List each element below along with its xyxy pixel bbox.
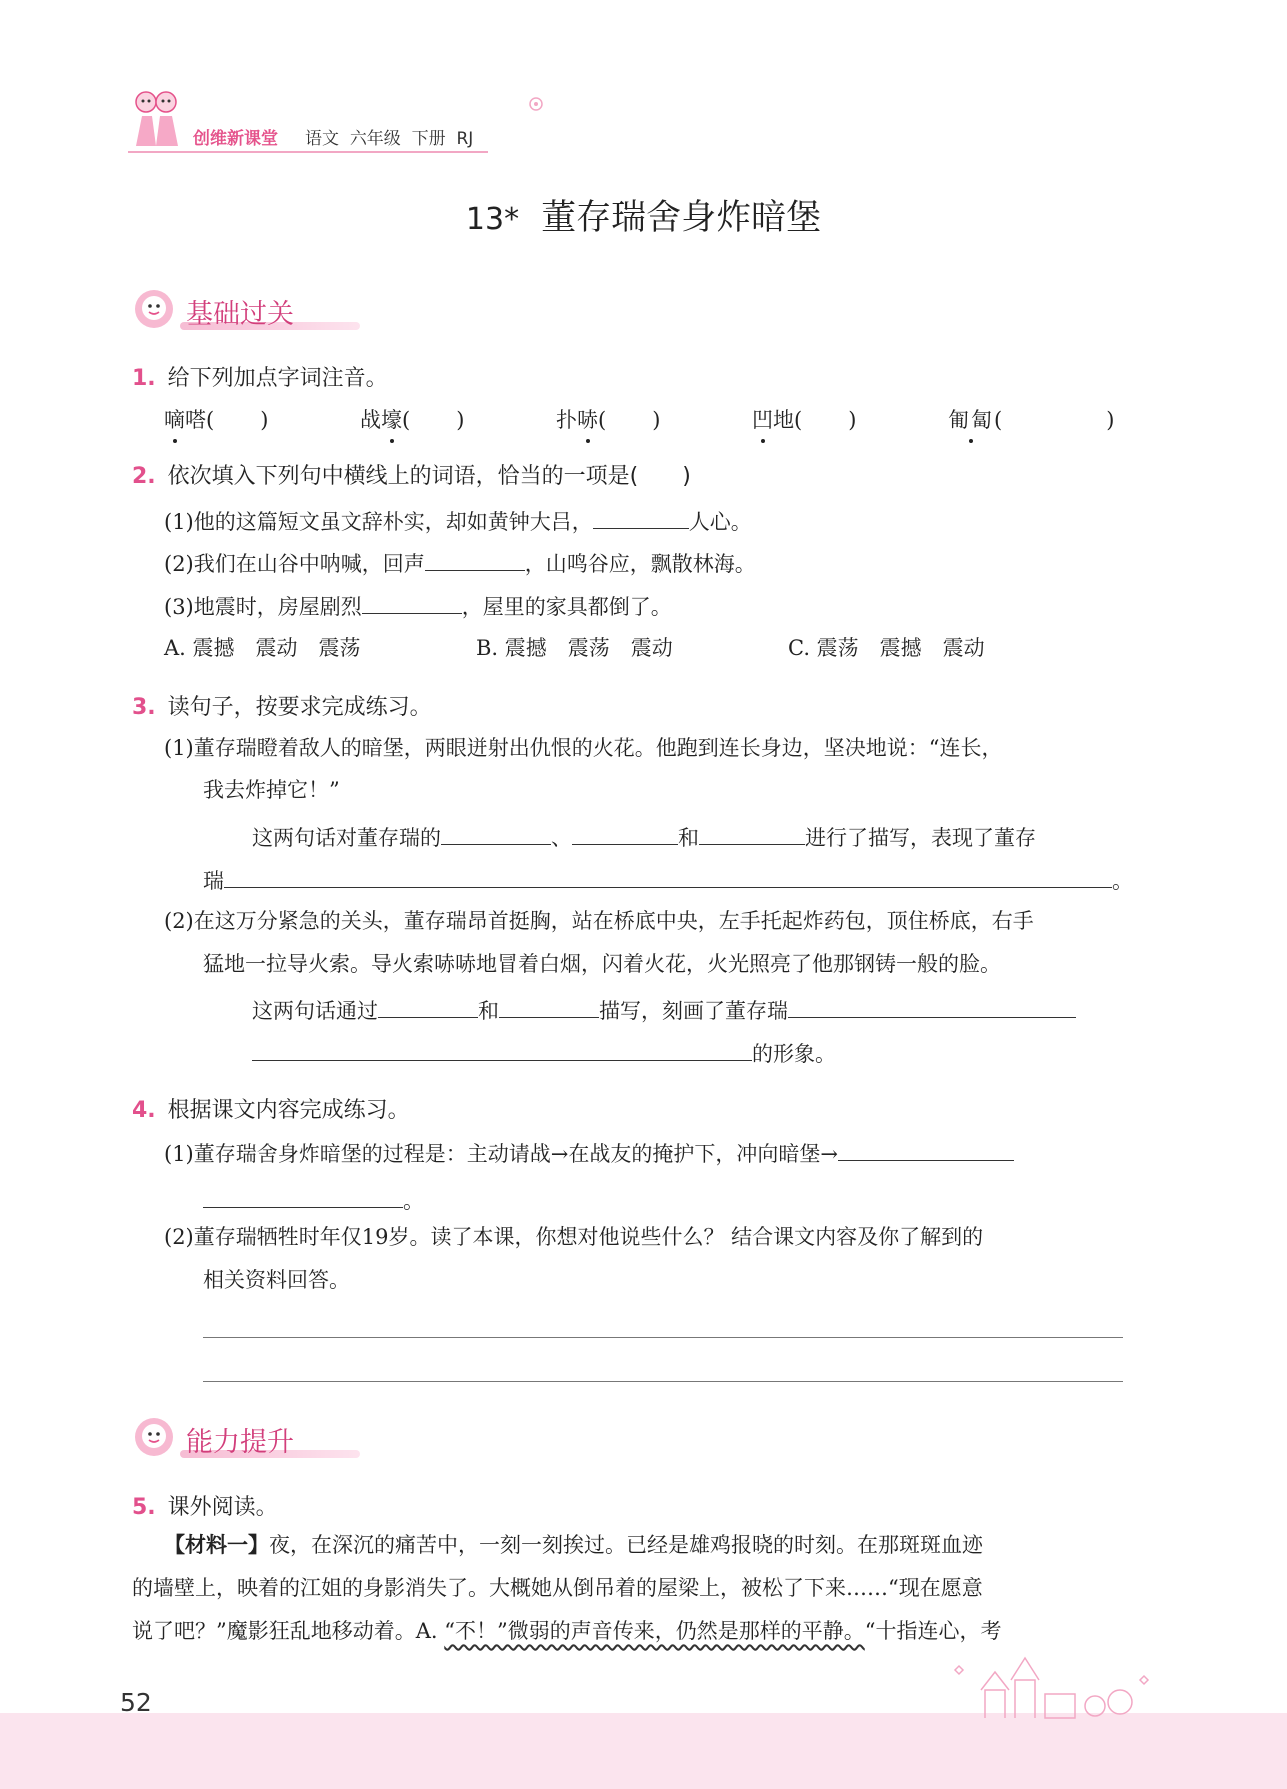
answer-line[interactable] [203,1337,1123,1338]
underlined-sentence: “不！”微弱的声音传来，仍然是那样的平静。 [444,1619,865,1643]
section-banner-advanced [130,1416,350,1458]
cartoon-badge-icon [130,288,178,330]
answer-blank[interactable] [838,1136,1014,1161]
page-number: 52 [120,1688,152,1717]
answer-blank[interactable] [378,993,478,1018]
question-5 [132,1490,278,1521]
reading-line-3: 说了吧？”魔影狂乱地移动着。A. “不！”微弱的声音传来，仍然是那样的平静。“十指连心，考 [132,1619,1002,1643]
answer-blank[interactable] [224,863,1112,888]
cartoon-badge-icon [130,1416,178,1458]
answer-blank[interactable] [362,589,462,614]
answer-blank[interactable] [788,993,1076,1018]
q3-passage-2-line-2: 猛地一拉导火索。导火索哧哧地冒着白烟，闪着火花，火光照亮了他那钢铸一般的脸。 [203,952,1001,976]
q1-item-5: 匍匐( ) [948,405,1114,435]
q2-option-c[interactable]: C. 震荡 震撼 震动 [788,636,985,660]
answer-blank[interactable] [593,504,689,529]
grade: 六年级 [349,129,401,149]
question-stem: 给下列加点字词注音。 [167,366,388,391]
section-banner-basic [130,288,350,330]
q1-item-1: 嘀嗒( ) [164,405,268,435]
dotted-char: 凹 [752,405,773,435]
question-stem: 课外阅读。 [167,1495,278,1520]
q3-prompt-2-cont: 的形象。 [252,1036,836,1069]
lesson-number: 13* [465,202,520,237]
answer-blank[interactable] [572,820,678,845]
question-4 [132,1093,410,1124]
question-stem: 根据课文内容完成练习。 [167,1098,410,1123]
edition: RJ [456,129,474,149]
answer-line[interactable] [203,1381,1123,1382]
answer-blank[interactable] [425,546,525,571]
cartoon-kids-logo-icon [128,88,184,148]
question-number: 5. [132,1495,156,1520]
question-1 [132,361,388,392]
q4-sentence-1: (1)董存瑞舍身炸暗堡的过程是：主动请战→在战友的掩护下，冲向暗堡→ [164,1136,1014,1169]
question-3 [132,690,432,721]
header-rule [128,151,488,153]
q2-sentence-1: (1)他的这篇短文虽文辞朴实，却如黄钟大吕， 人心。 [164,504,752,537]
dotted-char: 哧 [577,405,598,435]
section-title-advanced: 能力提升 [186,1427,294,1458]
q3-passage-2-line-1: (2)在这万分紧急的关头，董存瑞昂首挺胸，站在桥底中央，左手托起炸药包，顶住桥底，右手 [164,909,1034,933]
question-number: 2. [132,464,156,489]
reading-line-2: 的墙壁上，映着的江姐的身影消失了。大概她从倒吊着的屋梁上，被松了下来……“现在愿意 [132,1576,983,1600]
series-name: 创维新课堂 [193,129,278,149]
subject: 语文 [305,129,339,149]
dotted-char: 壕 [381,405,402,435]
q3-passage-1-line-2: 我去炸掉它！” [203,778,340,802]
question-number: 1. [132,366,156,391]
question-stem: 读句子，按要求完成练习。 [167,695,432,720]
q3-prompt-2: 这两句话通过 和 描写，刻画了董存瑞 [252,993,1076,1026]
q4-sentence-1-cont: 。 [203,1183,424,1216]
answer-blank[interactable] [499,993,599,1018]
q3-prompt-1: 这两句话对董存瑞的 、 和 进行了描写，表现了董存 [252,820,1036,853]
book-meta [305,124,473,149]
lesson-title-text: 董存瑞舍身炸暗堡 [541,198,822,238]
answer-blank[interactable] [203,1183,403,1208]
q4-sentence-2-line-1: (2)董存瑞牺牲时年仅19岁。读了本课，你想对他说些什么？ 结合课文内容及你了解到的 [164,1225,984,1249]
q2-option-b[interactable]: B. 震撼 震荡 震动 [476,636,673,660]
q2-sentence-2: (2)我们在山谷中呐喊，回声 ，山鸣谷应，飘散林海。 [164,546,756,579]
dotted-char: 嘀 [164,405,185,435]
q3-passage-1-line-1: (1)董存瑞瞪着敌人的暗堡，两眼迸射出仇恨的火花。他跑到连长身边，坚决地说：“连长， [164,736,1003,760]
answer-blank[interactable] [699,820,805,845]
lesson-title [0,190,1287,240]
volume: 下册 [411,129,446,149]
q3-prompt-1-cont: 瑞 。 [203,863,1133,896]
flower-icon [527,96,545,112]
section-title-basic: 基础过关 [186,299,294,330]
answer-blank[interactable] [252,1036,752,1061]
q1-item-2: 战壕( ) [360,405,464,435]
q2-option-a[interactable]: A. 震撼 震动 震荡 [164,636,361,660]
answer-blank[interactable] [441,820,551,845]
question-stem: 依次填入下列句中横线上的词语，恰当的一项是( ) [167,464,691,489]
q1-item-3: 扑哧( ) [556,405,660,435]
q2-sentence-3: (3)地震时，房屋剧烈 ，屋里的家具都倒了。 [164,589,672,622]
q1-item-4: 凹地( ) [752,405,856,435]
q4-sentence-2-line-2: 相关资料回答。 [203,1268,350,1292]
question-number: 4. [132,1098,156,1123]
material-tag: 【材料一】 [164,1532,269,1557]
castle-doodle-icon [945,1650,1165,1720]
question-2 [132,459,691,490]
footer-band [0,1713,1287,1789]
reading-line-1: 【材料一】夜，在深沉的痛苦中，一刻一刻挨过。已经是雄鸡报晓的时刻。在那斑斑血迹 [164,1532,983,1557]
question-number: 3. [132,695,156,720]
dotted-char: 匍匐 [948,405,994,435]
